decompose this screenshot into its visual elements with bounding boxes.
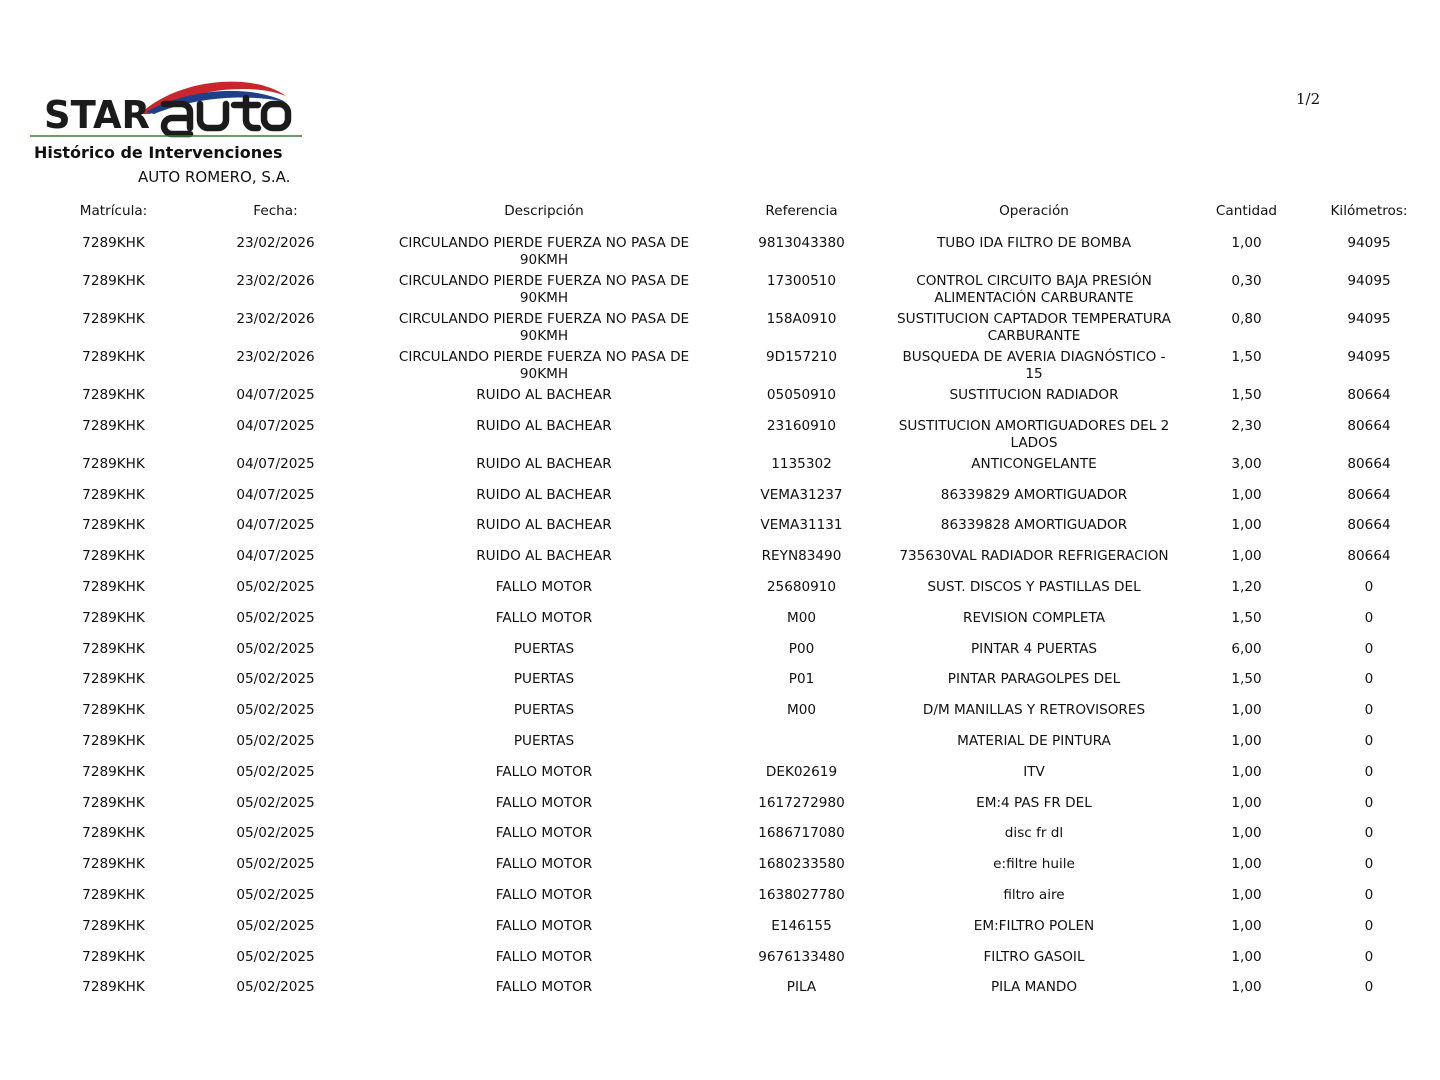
cell-referencia: E146155	[771, 917, 832, 934]
cell-kilometros: 0	[1364, 763, 1374, 780]
cell-kilometros: 0	[1364, 732, 1374, 749]
column-header-cantidad: Cantidad	[1215, 203, 1278, 219]
cell-fecha: 23/02/2026	[236, 273, 315, 289]
cell-fecha: 05/02/2025	[236, 825, 315, 842]
cell-cantidad: 1,50	[1231, 609, 1262, 626]
cell-descripcion: FALLO MOTOR	[495, 979, 593, 996]
cell-operacion: ITV	[1023, 763, 1045, 780]
table-row	[56, 883, 1418, 914]
cell-operacion: 735630VAL RADIADOR REFRIGERACION	[899, 548, 1169, 565]
cell-matricula: 7289KHK	[82, 417, 145, 434]
table-row	[56, 760, 1418, 791]
cell-descripcion: FALLO MOTOR	[495, 763, 593, 780]
cell-cantidad: 1,00	[1231, 886, 1262, 903]
column-header-operacion: Operación	[999, 203, 1069, 219]
cell-referencia: PILA	[786, 979, 817, 996]
cell-referencia: 9813043380	[758, 235, 845, 251]
cell-referencia: P01	[788, 671, 815, 688]
table-row	[56, 307, 1418, 345]
cell-cantidad: 1,20	[1231, 578, 1262, 595]
cell-kilometros: 0	[1364, 948, 1374, 965]
cell-fecha: 23/02/2026	[236, 349, 315, 365]
cell-fecha: 05/02/2025	[236, 671, 315, 688]
cell-matricula: 7289KHK	[82, 702, 145, 719]
cell-cantidad: 0,30	[1231, 273, 1262, 289]
cell-cantidad: 1,00	[1231, 917, 1262, 934]
cell-matricula: 7289KHK	[82, 825, 145, 842]
cell-matricula: 7289KHK	[82, 609, 145, 626]
table-row	[56, 269, 1418, 307]
cell-fecha: 05/02/2025	[236, 794, 315, 811]
interventions-table	[56, 203, 1418, 1006]
cell-referencia: 1680233580	[758, 856, 845, 873]
table-row	[56, 483, 1418, 514]
cell-matricula: 7289KHK	[82, 273, 145, 289]
cell-matricula: 7289KHK	[82, 794, 145, 811]
cell-fecha: 05/02/2025	[236, 886, 315, 903]
cell-referencia: 9D157210	[765, 349, 837, 365]
cell-cantidad: 1,50	[1231, 349, 1262, 365]
cell-fecha: 05/02/2025	[236, 856, 315, 873]
cell-matricula: 7289KHK	[82, 856, 145, 873]
cell-descripcion: FALLO MOTOR	[495, 948, 593, 965]
cell-cantidad: 1,00	[1231, 856, 1262, 873]
cell-matricula: 7289KHK	[82, 349, 145, 365]
cell-matricula: 7289KHK	[82, 886, 145, 903]
cell-operacion: TUBO IDA FILTRO DE BOMBA	[936, 235, 1132, 251]
table-row	[56, 544, 1418, 575]
table-row	[56, 945, 1418, 976]
cell-kilometros: 80664	[1347, 486, 1391, 503]
table-body	[56, 231, 1418, 1006]
cell-operacion: SUSTITUCION AMORTIGUADORES DEL 2 LADOS	[898, 417, 1170, 451]
column-header-descripcion: Descripción	[504, 203, 584, 219]
cell-descripcion: FALLO MOTOR	[495, 917, 593, 934]
cell-matricula: 7289KHK	[82, 455, 145, 472]
cell-operacion: SUSTITUCION RADIADOR	[949, 387, 1119, 403]
cell-referencia: DEK02619	[765, 763, 838, 780]
cell-descripcion: RUIDO AL BACHEAR	[476, 548, 612, 565]
cell-referencia: VEMA31237	[760, 486, 843, 503]
cell-fecha: 23/02/2026	[236, 311, 315, 327]
cell-kilometros: 0	[1364, 856, 1374, 873]
cell-fecha: 05/02/2025	[236, 578, 315, 595]
cell-descripcion: RUIDO AL BACHEAR	[476, 486, 612, 503]
cell-descripcion: PUERTAS	[513, 671, 575, 688]
table-row	[56, 821, 1418, 852]
cell-cantidad: 1,00	[1231, 732, 1262, 749]
cell-operacion: SUST. DISCOS Y PASTILLAS DEL	[927, 578, 1141, 595]
cell-descripcion: PUERTAS	[513, 640, 575, 657]
cell-fecha: 05/02/2025	[236, 948, 315, 965]
cell-kilometros: 0	[1364, 671, 1374, 688]
cell-kilometros: 0	[1364, 886, 1374, 903]
cell-cantidad: 1,00	[1231, 548, 1262, 565]
cell-matricula: 7289KHK	[82, 387, 145, 403]
cell-referencia: 1135302	[771, 455, 832, 472]
cell-descripcion: FALLO MOTOR	[495, 856, 593, 873]
cell-cantidad: 6,00	[1231, 640, 1262, 657]
cell-referencia: M00	[786, 609, 817, 626]
cell-matricula: 7289KHK	[82, 517, 145, 534]
cell-referencia: 25680910	[766, 578, 837, 595]
table-row	[56, 791, 1418, 822]
table-row	[56, 606, 1418, 637]
logo-wordmark-star: STAR	[44, 93, 150, 137]
cell-referencia: VEMA31131	[760, 517, 843, 534]
cell-referencia: 23160910	[766, 417, 837, 434]
cell-operacion: CONTROL CIRCUITO BAJA PRESIÓN ALIMENTACIÓN CARBURANTE	[916, 273, 1152, 306]
cell-descripcion: FALLO MOTOR	[495, 578, 593, 595]
cell-cantidad: 1,00	[1231, 517, 1262, 534]
cell-fecha: 04/07/2025	[236, 455, 315, 472]
cell-descripcion: FALLO MOTOR	[495, 886, 593, 903]
cell-operacion: 86339829 AMORTIGUADOR	[940, 486, 1128, 503]
cell-matricula: 7289KHK	[82, 763, 145, 780]
cell-kilometros: 80664	[1347, 417, 1391, 434]
cell-operacion: disc fr dl	[1004, 825, 1064, 842]
cell-cantidad: 1,50	[1231, 387, 1262, 403]
cell-kilometros: 0	[1364, 917, 1374, 934]
table-row	[56, 513, 1418, 544]
cell-kilometros: 80664	[1347, 455, 1391, 472]
cell-referencia: M00	[786, 702, 817, 719]
cell-cantidad: 0,80	[1231, 311, 1262, 327]
cell-operacion: PILA MANDO	[990, 979, 1078, 996]
cell-operacion: FILTRO GASOIL	[983, 948, 1085, 965]
cell-operacion: ANTICONGELANTE	[971, 455, 1097, 472]
cell-descripcion: FALLO MOTOR	[495, 609, 593, 626]
cell-matricula: 7289KHK	[82, 979, 145, 996]
cell-operacion: filtro aire	[1003, 886, 1065, 903]
cell-operacion: BUSQUEDA DE AVERIA DIAGNÓSTICO - 15	[902, 349, 1166, 382]
table-row	[56, 729, 1418, 760]
cell-referencia	[708, 729, 895, 760]
cell-kilometros: 0	[1364, 609, 1374, 626]
column-header-matricula: Matrícula:	[79, 203, 148, 219]
table-row	[56, 667, 1418, 698]
cell-referencia: 1617272980	[758, 794, 845, 811]
cell-kilometros: 0	[1364, 702, 1374, 719]
cell-matricula: 7289KHK	[82, 311, 145, 327]
cell-cantidad: 1,00	[1231, 702, 1262, 719]
page-number: 1/2	[1296, 90, 1321, 108]
cell-fecha: 04/07/2025	[236, 387, 315, 403]
cell-referencia: 1686717080	[758, 825, 845, 842]
cell-cantidad: 2,30	[1231, 417, 1262, 434]
cell-matricula: 7289KHK	[82, 948, 145, 965]
cell-operacion: EM:FILTRO POLEN	[973, 917, 1095, 934]
cell-kilometros: 80664	[1347, 387, 1391, 403]
cell-fecha: 23/02/2026	[236, 235, 315, 251]
cell-matricula: 7289KHK	[82, 671, 145, 688]
cell-cantidad: 1,00	[1231, 794, 1262, 811]
column-header-fecha: Fecha:	[253, 203, 298, 219]
cell-kilometros: 0	[1364, 578, 1374, 595]
cell-descripcion: PUERTAS	[513, 732, 575, 749]
cell-descripcion: CIRCULANDO PIERDE FUERZA NO PASA DE 90KMH	[398, 235, 690, 268]
cell-fecha: 04/07/2025	[236, 417, 315, 434]
table-row	[56, 575, 1418, 606]
cell-cantidad: 1,00	[1231, 235, 1262, 251]
cell-kilometros: 80664	[1347, 548, 1391, 565]
column-header-kilometros: Kilómetros:	[1330, 203, 1408, 219]
cell-operacion: 86339828 AMORTIGUADOR	[940, 517, 1128, 534]
cell-matricula: 7289KHK	[82, 486, 145, 503]
table-row	[56, 231, 1418, 269]
cell-fecha: 05/02/2025	[236, 979, 315, 996]
cell-kilometros: 94095	[1347, 235, 1391, 251]
cell-operacion: D/M MANILLAS Y RETROVISORES	[922, 702, 1146, 719]
cell-descripcion: FALLO MOTOR	[495, 794, 593, 811]
cell-referencia: 9676133480	[758, 948, 845, 965]
column-header-referencia: Referencia	[765, 203, 838, 219]
table-row	[56, 975, 1418, 1006]
cell-operacion: REVISION COMPLETA	[963, 609, 1105, 626]
table-row	[56, 383, 1418, 414]
cell-operacion: PINTAR PARAGOLPES DEL	[947, 671, 1121, 688]
cell-referencia: P00	[788, 640, 815, 657]
cell-referencia: 1638027780	[758, 886, 845, 903]
cell-cantidad: 1,00	[1231, 486, 1262, 503]
cell-cantidad: 1,00	[1231, 763, 1262, 780]
cell-descripcion: CIRCULANDO PIERDE FUERZA NO PASA DE 90KMH	[398, 349, 690, 382]
cell-matricula: 7289KHK	[82, 917, 145, 934]
table-row	[56, 452, 1418, 483]
cell-kilometros: 0	[1364, 640, 1374, 657]
cell-fecha: 04/07/2025	[236, 486, 315, 503]
report-title: Histórico de Intervenciones	[34, 143, 283, 162]
cell-fecha: 04/07/2025	[236, 548, 315, 565]
cell-kilometros: 0	[1364, 794, 1374, 811]
table-row	[56, 637, 1418, 668]
cell-operacion: SUSTITUCION CAPTADOR TEMPERATURA CARBURANTE	[897, 311, 1171, 344]
cell-operacion: MATERIAL DE PINTURA	[957, 732, 1111, 749]
cell-descripcion: RUIDO AL BACHEAR	[476, 417, 612, 434]
cell-fecha: 05/02/2025	[236, 640, 315, 657]
cell-matricula: 7289KHK	[82, 235, 145, 251]
cell-descripcion: PUERTAS	[513, 702, 575, 719]
cell-kilometros: 94095	[1347, 349, 1391, 365]
table-header-row	[56, 203, 1418, 231]
cell-referencia: REYN83490	[761, 548, 842, 565]
cell-referencia: 05050910	[766, 387, 837, 403]
cell-kilometros: 0	[1364, 825, 1374, 842]
cell-descripcion: FALLO MOTOR	[495, 825, 593, 842]
cell-fecha: 05/02/2025	[236, 917, 315, 934]
table-row	[56, 698, 1418, 729]
cell-cantidad: 1,00	[1231, 948, 1262, 965]
company-name: AUTO ROMERO, S.A.	[138, 168, 291, 186]
cell-referencia: 17300510	[766, 273, 837, 289]
cell-descripcion: RUIDO AL BACHEAR	[476, 517, 612, 534]
cell-matricula: 7289KHK	[82, 578, 145, 595]
cell-matricula: 7289KHK	[82, 548, 145, 565]
cell-fecha: 04/07/2025	[236, 517, 315, 534]
cell-cantidad: 1,00	[1231, 825, 1262, 842]
cell-kilometros: 94095	[1347, 273, 1391, 289]
cell-fecha: 05/02/2025	[236, 763, 315, 780]
cell-descripcion: CIRCULANDO PIERDE FUERZA NO PASA DE 90KMH	[398, 273, 690, 306]
logo-wordmark-auto	[164, 98, 288, 134]
cell-descripcion: RUIDO AL BACHEAR	[476, 387, 612, 403]
cell-operacion: e:filtre huile	[993, 856, 1075, 873]
starauto-logo	[28, 74, 304, 140]
cell-cantidad: 1,00	[1231, 979, 1262, 996]
table-row	[56, 852, 1418, 883]
cell-cantidad: 3,00	[1231, 455, 1262, 472]
cell-cantidad: 1,50	[1231, 671, 1262, 688]
cell-descripcion: RUIDO AL BACHEAR	[476, 455, 612, 472]
table-row	[56, 414, 1418, 452]
cell-descripcion: CIRCULANDO PIERDE FUERZA NO PASA DE 90KMH	[398, 311, 690, 344]
cell-kilometros: 80664	[1347, 517, 1391, 534]
cell-fecha: 05/02/2025	[236, 702, 315, 719]
cell-operacion: EM:4 PAS FR DEL	[976, 794, 1092, 811]
table-row	[56, 345, 1418, 383]
cell-matricula: 7289KHK	[82, 640, 145, 657]
cell-kilometros: 94095	[1347, 311, 1391, 327]
cell-matricula: 7289KHK	[82, 732, 145, 749]
cell-referencia: 158A0910	[766, 311, 837, 327]
cell-operacion: PINTAR 4 PUERTAS	[970, 640, 1098, 657]
cell-kilometros: 0	[1364, 979, 1374, 996]
cell-fecha: 05/02/2025	[236, 609, 315, 626]
cell-fecha: 05/02/2025	[236, 732, 315, 749]
table-row	[56, 914, 1418, 945]
